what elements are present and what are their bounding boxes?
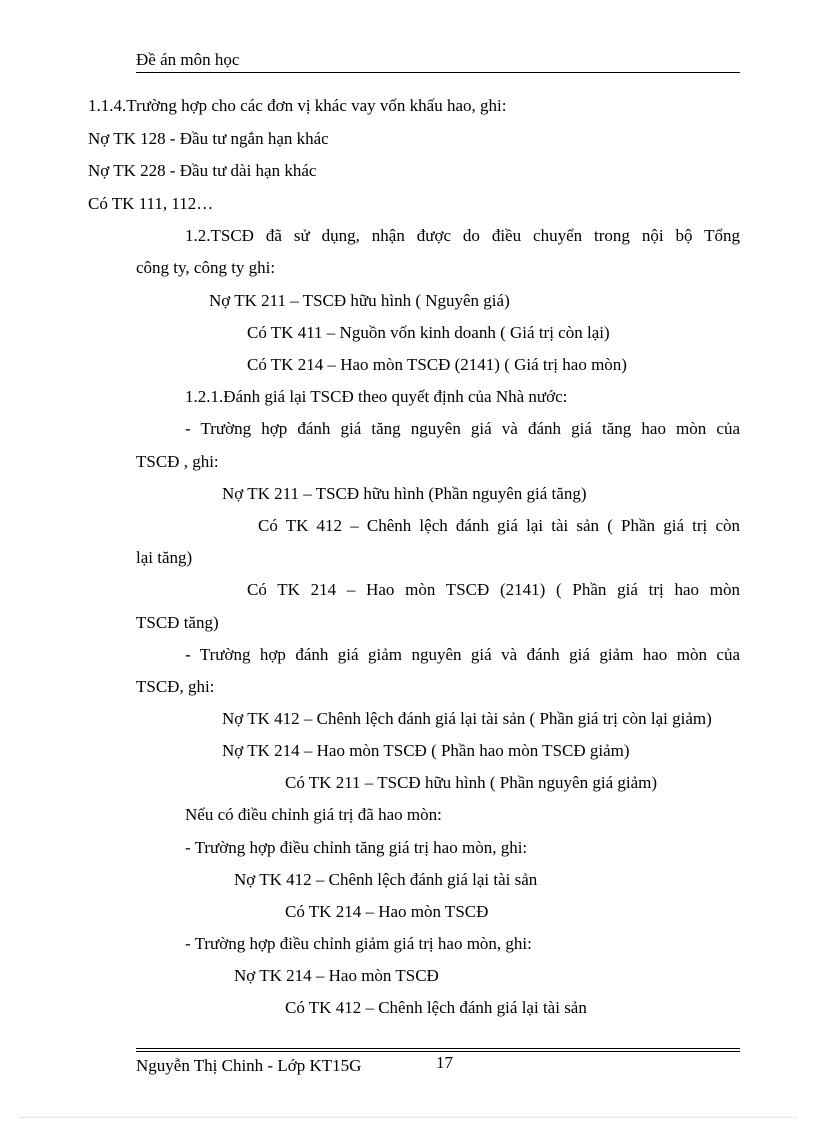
footer-author: Nguyễn Thị Chinh - Lớp KT15G <box>136 1056 362 1075</box>
paragraph-line: TSCĐ, ghi: <box>136 677 215 696</box>
entry-line: Có TK 411 – Nguồn vốn kinh doanh ( Giá trị còn lại) <box>247 323 610 342</box>
paragraph-line: công ty, công ty ghi: <box>136 258 276 277</box>
entry-line: Có TK 214 – Hao mòn TSCĐ (2141) ( Giá trị hao mòn) <box>247 355 627 374</box>
entry-line: Nợ TK 412 – Chênh lệch đánh giá lại tài sản <box>234 870 538 889</box>
section-1-1-4-heading: 1.1.4.Trường hợp cho các đơn vị khác vay vốn khấu hao, ghi: <box>88 96 507 115</box>
entry-line: Nợ TK 214 – Hao mòn TSCĐ <box>234 966 439 985</box>
entry-line: Có TK 214 – Hao mòn TSCĐ <box>285 902 489 921</box>
footer-rule <box>136 1048 740 1049</box>
entry-line: Nợ TK 412 – Chênh lệch đánh giá lại tài sản ( Phần giá trị còn lại giảm) <box>222 709 712 728</box>
entry-line: Nợ TK 228 - Đầu tư dài hạn khác <box>88 161 317 180</box>
paragraph-line: - Trường hợp điều chỉnh tăng giá trị hao mòn, ghi: <box>185 838 528 857</box>
entry-line: Nợ TK 214 – Hao mòn TSCĐ ( Phần hao mòn TSCĐ giảm) <box>222 741 630 760</box>
entry-line: Nợ TK 211 – TSCĐ hữu hình (Phần nguyên giá tăng) <box>222 484 587 503</box>
paragraph-line: - Trường hợp điều chỉnh giảm giá trị hao mòn, ghi: <box>185 934 532 953</box>
entry-line: Có TK 211 – TSCĐ hữu hình ( Phần nguyên giá giảm) <box>285 773 658 792</box>
entry-line: Có TK 111, 112… <box>88 194 214 213</box>
entry-line: Có TK 412 – Chênh lệch đánh giá lại tài sản ( Phần giá trị còn <box>258 516 740 535</box>
entry-line: Nợ TK 128 - Đầu tư ngắn hạn khác <box>88 129 329 148</box>
header-rule <box>136 72 740 73</box>
paragraph-line: TSCĐ , ghi: <box>136 452 219 471</box>
paragraph-line: Nếu có điều chỉnh giá trị đã hao mòn: <box>185 805 442 824</box>
paragraph-line: - Trường hợp đánh giá tăng nguyên giá và đánh giá tăng hao mòn của <box>185 419 740 438</box>
entry-line: TSCĐ tăng) <box>136 613 219 632</box>
entry-line: Có TK 214 – Hao mòn TSCĐ (2141) ( Phần giá trị hao mòn <box>247 580 740 599</box>
entry-line: lại tăng) <box>136 548 193 567</box>
paragraph-line: - Trường hợp đánh giá giảm nguyên giá và đánh giá giảm hao mòn của <box>185 645 740 664</box>
section-1-2-1-heading: 1.2.1.Đánh giá lại TSCĐ theo quyết định của Nhà nước: <box>185 387 568 406</box>
page-header-title: Đề án môn học <box>136 50 240 69</box>
section-1-2-heading: 1.2.TSCĐ đã sử dụng, nhận được do điều chuyển trong nội bộ Tổng <box>185 226 740 245</box>
entry-line: Nợ TK 211 – TSCĐ hữu hình ( Nguyên giá) <box>209 291 510 310</box>
entry-line: Có TK 412 – Chênh lệch đánh giá lại tài sản <box>285 998 587 1017</box>
page-number: 17 <box>436 1053 453 1072</box>
page-edge-divider <box>20 1117 796 1118</box>
